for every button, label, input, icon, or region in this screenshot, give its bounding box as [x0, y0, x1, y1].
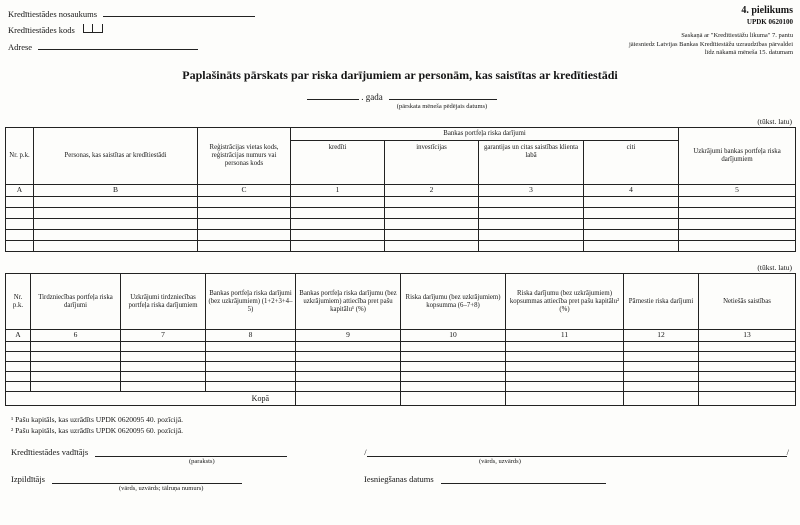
t1-empty-cell[interactable] — [6, 197, 34, 208]
t1-empty-cell[interactable] — [198, 219, 291, 230]
t1-empty-cell[interactable] — [584, 219, 679, 230]
t2-empty-cell[interactable] — [6, 372, 31, 382]
slash-close: / — [786, 446, 789, 457]
t1-empty-cell[interactable] — [198, 208, 291, 219]
t1-code-3: 3 — [479, 185, 584, 197]
t1-empty-cell[interactable] — [6, 208, 34, 219]
submission-date-label: Iesniegšanas datums — [364, 473, 434, 484]
t1-code-b: B — [34, 185, 198, 197]
t2-total-row — [6, 392, 796, 406]
t2-empty-cell[interactable] — [121, 362, 206, 372]
t1-header-nr: Nr. p.k. — [6, 128, 34, 185]
t1-empty-cell[interactable] — [385, 219, 479, 230]
t1-empty-cell[interactable] — [479, 208, 584, 219]
units-note-1: (tūkst. latu) — [757, 117, 792, 127]
executor-caption: (vārds, uzvārds; tālruņa numurs) — [119, 484, 204, 492]
t2-total-cell[interactable] — [506, 392, 624, 406]
t1-empty-cell[interactable] — [6, 219, 34, 230]
t1-column-code-row — [6, 185, 796, 197]
form-title: Paplašināts pārskats par riska darījumiem ar personām, kas saistītas ar kredītiestādi — [182, 68, 618, 83]
t2-total-cell[interactable] — [699, 392, 796, 406]
t1-code-4: 4 — [584, 185, 679, 197]
name-surname-caption: (vārds, uzvārds) — [479, 457, 521, 465]
t1-code-1: 1 — [291, 185, 385, 197]
annex-label: 4. pielikums — [741, 5, 793, 16]
t2-empty-cell[interactable] — [624, 382, 699, 392]
address-input[interactable] — [38, 40, 198, 50]
t2-code-9: 9 — [296, 330, 401, 342]
t2-empty-cell[interactable] — [206, 362, 296, 372]
t1-code-a: A — [6, 185, 34, 197]
executor-line[interactable] — [52, 474, 242, 484]
annex-block — [629, 4, 795, 58]
t2-empty-cell[interactable] — [121, 352, 206, 362]
t2-empty-cell[interactable] — [506, 362, 624, 372]
institution-name-label: Kredītiestādes nosaukums — [8, 9, 97, 19]
t2-header-trading-provisions: Uzkrājumi tirdzniecības portfeļa riska darījumiem — [121, 274, 206, 330]
t1-header-investments: investīcijas — [385, 141, 479, 185]
t1-empty-cell[interactable] — [679, 230, 796, 241]
signature-caption: (paraksts) — [189, 457, 215, 465]
t2-data-row — [6, 372, 796, 382]
t2-data-row — [6, 342, 796, 352]
t2-empty-cell[interactable] — [206, 342, 296, 352]
signature-section — [11, 447, 789, 494]
t1-empty-cell[interactable] — [198, 230, 291, 241]
t2-empty-cell[interactable] — [121, 382, 206, 392]
t1-empty-cell[interactable] — [584, 241, 679, 252]
t2-empty-cell[interactable] — [699, 342, 796, 352]
code-box[interactable] — [83, 24, 93, 33]
t2-empty-cell[interactable] — [296, 352, 401, 362]
t1-empty-cell[interactable] — [34, 197, 198, 208]
t1-header-persons: Personas, kas saistītas ar kredītiestādi — [34, 128, 198, 185]
t1-empty-cell[interactable] — [584, 230, 679, 241]
t1-data-row — [6, 208, 796, 219]
t2-empty-cell[interactable] — [206, 382, 296, 392]
form-header — [5, 4, 795, 58]
t2-header-indirect: Netiešās saistības — [699, 274, 796, 330]
t2-header-bank-net-ratio: Bankas portfeļa riska darījumu (bez uzkrājumiem) attiecība pret pašu kapitālu¹ (%) — [296, 274, 401, 330]
t1-empty-cell[interactable] — [385, 208, 479, 219]
t2-code-12: 12 — [624, 330, 699, 342]
t1-empty-cell[interactable] — [679, 208, 796, 219]
report-date-note: (pārskata mēneša pēdējais datums) — [396, 103, 488, 111]
t1-data-row — [6, 230, 796, 241]
t2-code-a: A — [6, 330, 31, 342]
t1-empty-cell[interactable] — [291, 197, 385, 208]
t1-empty-cell[interactable] — [291, 219, 385, 230]
report-date-input[interactable] — [389, 90, 497, 100]
t2-empty-cell[interactable] — [31, 352, 121, 362]
t1-empty-cell[interactable] — [479, 230, 584, 241]
t2-empty-cell[interactable] — [401, 382, 506, 392]
year-input[interactable] — [307, 90, 359, 100]
t2-empty-cell[interactable] — [506, 382, 624, 392]
institution-code-input[interactable] — [83, 24, 103, 33]
t1-empty-cell[interactable] — [34, 219, 198, 230]
t2-code-13: 13 — [699, 330, 796, 342]
t2-header-bank-net: Bankas portfeļa riska darījumi (bez uzkrājumiem) (1+2+3+4–5) — [206, 274, 296, 330]
t2-empty-cell[interactable] — [624, 352, 699, 362]
t1-empty-cell[interactable] — [34, 241, 198, 252]
risk-summary-table — [5, 273, 796, 406]
t1-empty-cell[interactable] — [679, 241, 796, 252]
institution-code-label: Kredītiestādes kods — [8, 25, 75, 35]
t2-empty-cell[interactable] — [31, 342, 121, 352]
t1-empty-cell[interactable] — [6, 241, 34, 252]
t2-empty-cell[interactable] — [6, 352, 31, 362]
t2-empty-cell[interactable] — [31, 372, 121, 382]
t1-header-guarantees: garantijas un citas saistības klienta labā — [479, 141, 584, 185]
t2-empty-cell[interactable] — [624, 342, 699, 352]
submission-note-line1: Saskaņā ar "Kredītiestāžu likuma" 7. pantu — [681, 31, 793, 39]
slash-open: / — [364, 446, 367, 457]
t1-header-provisions: Uzkrājumi bankas portfeļa riska darījumiem — [679, 128, 796, 185]
t1-code-c: C — [198, 185, 291, 197]
t2-empty-cell[interactable] — [6, 342, 31, 352]
t2-empty-cell[interactable] — [296, 342, 401, 352]
t2-header-total-sum: Riska darījumu (bez uzkrājumiem) kopsumma (6–7+8) — [401, 274, 506, 330]
t2-total-cell[interactable] — [624, 392, 699, 406]
institution-name-input[interactable] — [103, 7, 255, 17]
t1-header-other: citi — [584, 141, 679, 185]
t1-empty-cell[interactable] — [584, 197, 679, 208]
t2-data-row — [6, 382, 796, 392]
t1-header-credits: kredīti — [291, 141, 385, 185]
t2-code-11: 11 — [506, 330, 624, 342]
t1-empty-cell[interactable] — [385, 197, 479, 208]
t1-empty-cell[interactable] — [291, 208, 385, 219]
t1-empty-cell[interactable] — [34, 230, 198, 241]
t2-empty-cell[interactable] — [506, 372, 624, 382]
t2-header-nr: Nr. p.k. — [6, 274, 31, 330]
t2-header-transferred: Pārnestie riska darījumi — [624, 274, 699, 330]
t1-code-5: 5 — [679, 185, 796, 197]
t1-empty-cell[interactable] — [291, 230, 385, 241]
t2-empty-cell[interactable] — [206, 352, 296, 362]
t2-empty-cell[interactable] — [506, 352, 624, 362]
t2-empty-cell[interactable] — [121, 372, 206, 382]
t2-empty-cell[interactable] — [506, 342, 624, 352]
t1-empty-cell[interactable] — [198, 241, 291, 252]
t2-empty-cell[interactable] — [6, 382, 31, 392]
t2-empty-cell[interactable] — [699, 352, 796, 362]
t2-code-6: 6 — [31, 330, 121, 342]
head-of-institution-label: Kredītiestādes vadītājs — [11, 446, 89, 457]
submission-note-line3: līdz nākamā mēneša 15. datumam — [704, 49, 793, 57]
report-date-line — [5, 90, 795, 102]
t2-empty-cell[interactable] — [401, 372, 506, 382]
t2-empty-cell[interactable] — [121, 342, 206, 352]
t2-empty-cell[interactable] — [624, 362, 699, 372]
t1-header-bank-portfolio-group: Bankas portfeļa riska darījumi — [291, 128, 679, 141]
t2-empty-cell[interactable] — [401, 342, 506, 352]
t1-header-registration: Reģistrācijas vietas kods, reģistrācijas numurs vai personas kods — [198, 128, 291, 185]
t1-empty-cell[interactable] — [385, 230, 479, 241]
code-box[interactable] — [93, 24, 103, 33]
submission-note-line2: jāiesniedz Latvijas Bankas Kredītiestāžu uzraudzības pārvaldei — [628, 40, 793, 48]
t2-empty-cell[interactable] — [699, 382, 796, 392]
t1-empty-cell[interactable] — [679, 197, 796, 208]
t1-empty-cell[interactable] — [479, 241, 584, 252]
t2-total-cell[interactable] — [401, 392, 506, 406]
t2-empty-cell[interactable] — [296, 372, 401, 382]
t2-empty-cell[interactable] — [31, 362, 121, 372]
executor-label: Izpildītājs — [11, 473, 45, 484]
t1-empty-cell[interactable] — [679, 219, 796, 230]
t2-empty-cell[interactable] — [699, 372, 796, 382]
t1-data-row — [6, 219, 796, 230]
t2-code-8: 8 — [206, 330, 296, 342]
t1-empty-cell[interactable] — [479, 197, 584, 208]
t2-empty-cell[interactable] — [401, 352, 506, 362]
t2-empty-cell[interactable] — [206, 372, 296, 382]
t1-empty-cell[interactable] — [6, 230, 34, 241]
t1-code-2: 2 — [385, 185, 479, 197]
t1-empty-cell[interactable] — [291, 241, 385, 252]
units-note-2: (tūkst. latu) — [757, 263, 792, 273]
total-label: Kopā — [6, 392, 296, 406]
head-signature-line[interactable] — [95, 447, 287, 457]
t2-empty-cell[interactable] — [6, 362, 31, 372]
t2-code-10: 10 — [401, 330, 506, 342]
t2-header-trading: Tirdzniecības portfeļa riska darījumi — [31, 274, 121, 330]
t1-empty-cell[interactable] — [479, 219, 584, 230]
t2-data-row — [6, 362, 796, 372]
t2-empty-cell[interactable] — [31, 382, 121, 392]
footnotes — [11, 414, 795, 437]
t1-empty-cell[interactable] — [385, 241, 479, 252]
t2-total-cell[interactable] — [296, 392, 401, 406]
footnote-1: ¹ Pašu kapitāls, kas uzrādīts UPDK 0620095 40. pozīcijā. — [11, 415, 184, 425]
submission-date-line[interactable] — [441, 474, 606, 484]
head-name-line[interactable] — [367, 447, 787, 457]
address-label: Adrese — [8, 42, 33, 52]
t2-code-7: 7 — [121, 330, 206, 342]
t1-data-row — [6, 197, 796, 208]
t2-empty-cell[interactable] — [624, 372, 699, 382]
t1-empty-cell[interactable] — [198, 197, 291, 208]
t2-data-row — [6, 352, 796, 362]
t1-empty-cell[interactable] — [34, 208, 198, 219]
updk-code: UPDK 0620100 — [746, 17, 793, 26]
bank-portfolio-table — [5, 127, 796, 252]
t2-header-total-ratio: Riska darījumu (bez uzkrājumiem) kopsummas attiecība pret pašu kapitālu² (%) — [506, 274, 624, 330]
t2-column-code-row — [6, 330, 796, 342]
t1-data-row — [6, 241, 796, 252]
t2-empty-cell[interactable] — [699, 362, 796, 372]
t2-empty-cell[interactable] — [296, 382, 401, 392]
t2-empty-cell[interactable] — [296, 362, 401, 372]
footnote-2: ² Pašu kapitāls, kas uzrādīts UPDK 0620095 60. pozīcijā. — [11, 426, 184, 436]
t2-empty-cell[interactable] — [401, 362, 506, 372]
institution-block — [5, 4, 255, 58]
gada-label: . gada — [361, 92, 383, 103]
t1-empty-cell[interactable] — [584, 208, 679, 219]
